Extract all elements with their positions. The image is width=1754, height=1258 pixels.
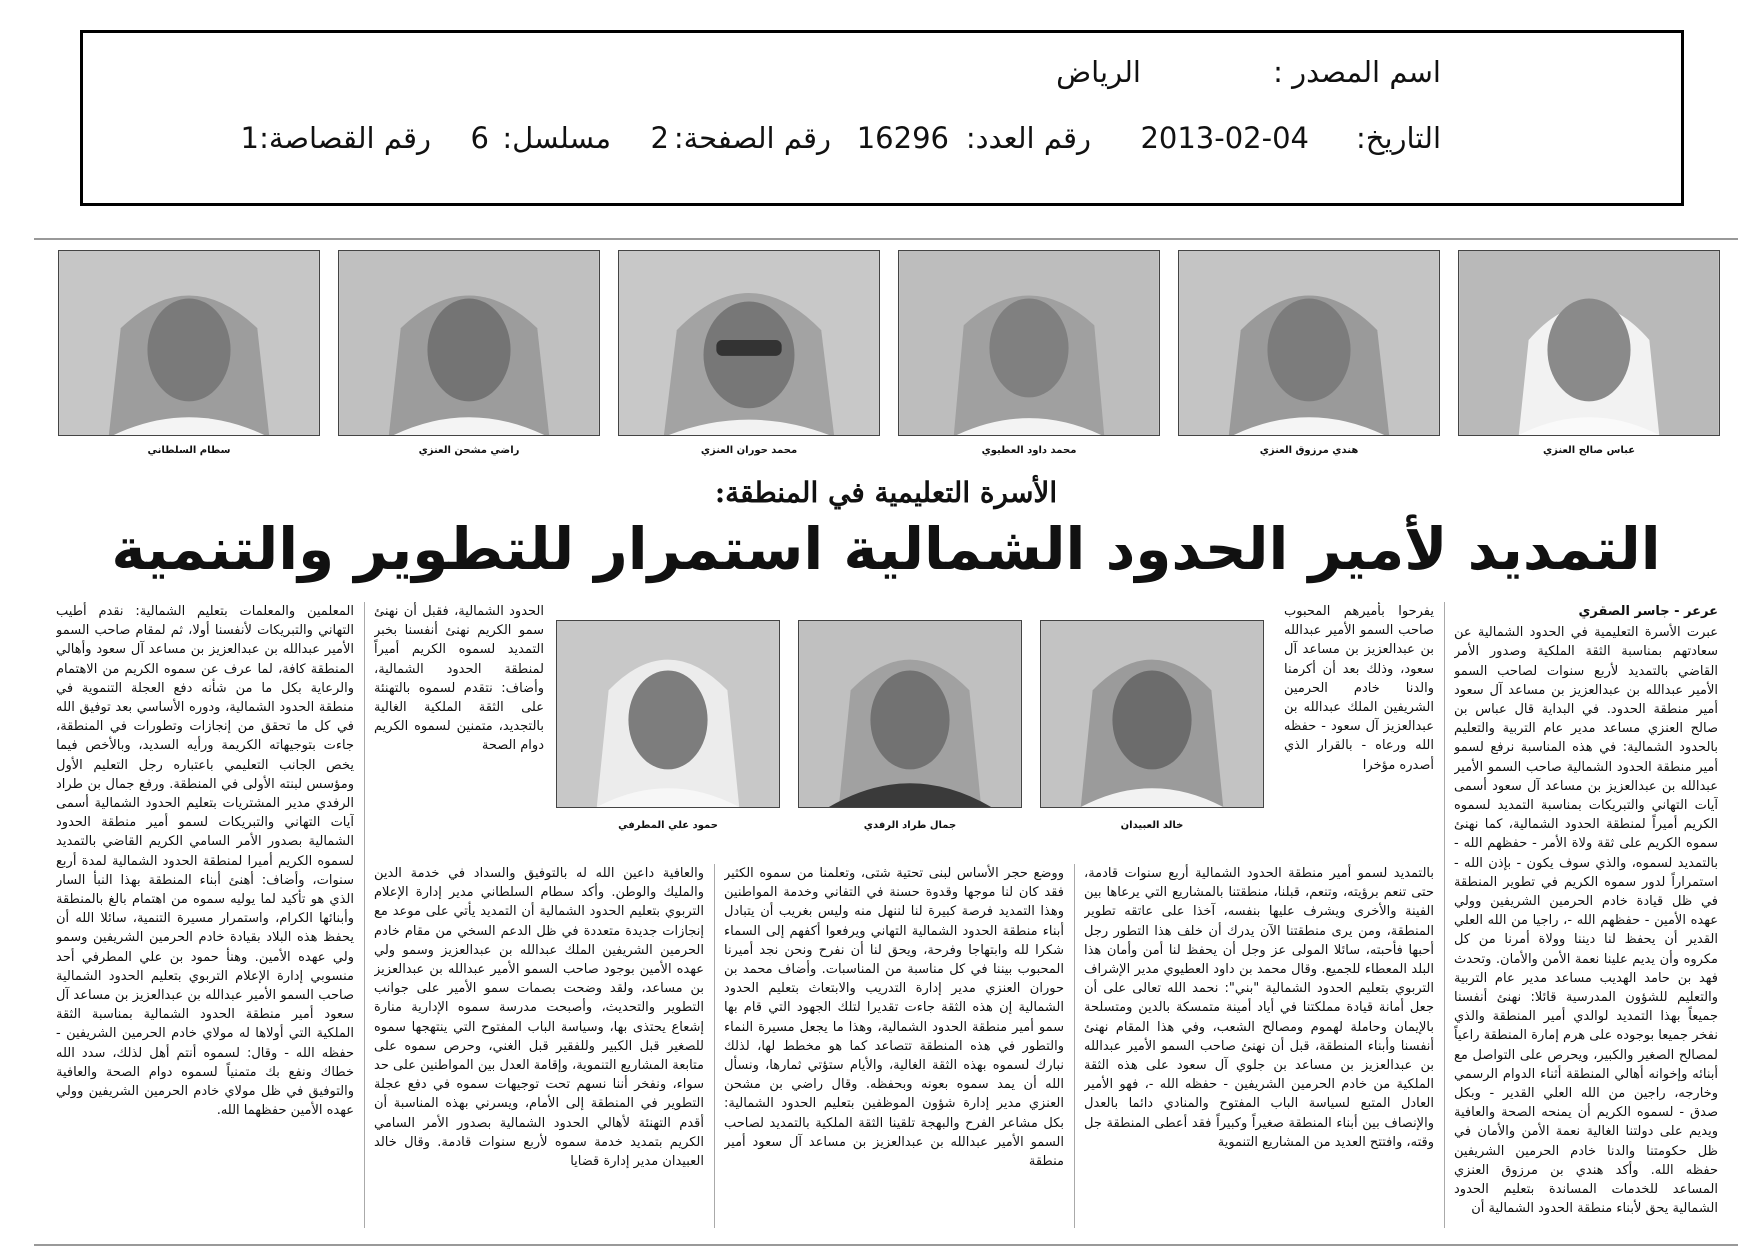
clip-label: رقم القصاصة: (259, 121, 431, 155)
portrait-photo (898, 250, 1160, 436)
article-column (374, 602, 544, 858)
portrait-image (339, 251, 599, 435)
source-metadata-box (80, 30, 1684, 206)
portrait-caption: خالد العبيدان (1120, 820, 1184, 831)
portrait-photo (1040, 620, 1264, 808)
column-divider (714, 864, 715, 1228)
portrait-image (1179, 251, 1439, 435)
portrait-caption: سطام السلطاني (147, 445, 231, 456)
column-text: يفرحوا بأميرهم المحبوب صاحب السمو الأمير عبدالله بن عبدالعزيز بن مساعد آل سعود، وذلك بعد أن أكرمنا والدنا خادم الحرمين الشريفين الملك عبدالله بن عبدالعزيز آل سعود - حفظه الله ورعاه - بالقرار الذي أصدره مؤخرا (1284, 604, 1434, 773)
column-text: والعافية داعين الله له بالتوفيق والسداد في خدمة الدين والمليك والوطن. وأكد سطام السلطاني مدير إدارة الإعلام التربوي بتعليم الحدود الشمالية أن التمديد يأتي على موعد مع إنجازات جديدة متعددة في ظل الدعم السخي من مقام خادم الحرمين الشريفين الملك عبدالله بن عبدالعزيز وسمو ولي عهده الأمين بوجود صاحب السمو الأمير عبدالله بن عبدالعزيز بن مساعد، ولقد وضحت بصمات سمو الأمير على جوانب التطوير والتحديث، وأصبحت مدرسة سموه الإدارية منارة إشعاع يحتذى بها، وسياسة الباب المفتوح التي ينتهجها سموه للصغير قبل الكبير وللفقير قبل الغني، وحرص سموه على متابعة المشاريع التنموية، وإقامة العدل بين المواطنين على حد سواء، ونفخر أننا نسهم تحت توجيهات سموه في دفع عجلة التطوير في المنطقة إلى الأمام، ويسرني بهذه المناسبة أن أقدم التهنئة لأهالي الحدود الشمالية بصدور الأمر السامي الكريم بتمديد خدمة سموه لأربع سنوات قادمة. وقال خالد العبيدان مدير إدارة قضايا (374, 866, 704, 1170)
source-value: الرياض (1056, 55, 1141, 89)
portrait-photo (338, 250, 600, 436)
column-text: الحدود الشمالية، فقبل أن نهنئ سمو الكريم نهنئ أنفسنا بخبر التمديد لسموه الكريم أميراً لمنطقة الحدود الشمالية، وأضاف: نتقدم لسموه بالتهنئة على الثقة الملكية الغالية بالتجديد، متمنين لسموه الكريم دوام الصحة (374, 604, 544, 754)
portrait-image (899, 251, 1159, 435)
portrait-image (619, 251, 879, 435)
column-text: المعلمين والمعلمات بتعليم الشمالية: نقدم أطيب التهاني والتبريكات لأنفسنا أولا، ثم لمقام صاحب السمو الأمير عبدالله بن عبدالعزيز بن مساعد آل سعود وأهالي المنطقة كافة، لما عرف عن سموه الكريم من الاهتمام والرعاية بكل ما من شأنه دفع العجلة التنموية في منطقة الحدود الشمالية، ودوره الأساسي بعد توفيق الله في كل ما تحقق من إنجازات وتطورات في المنطقة، جاءت بتوجيهاته الكريمة ورأيه السديد، وبالأخص فيما يخص الجانب التعليمي باعتباره رجل التعليم الأول ومؤسس لبنته الأولى في المنطقة. ورفع جمال بن طراد الرفدي مدير المشتريات بتعليم الحدود الشمالية أسمى آيات التهاني والتبريكات لسمو أمير منطقة الحدود الشمالية بصدور الأمر السامي الكريم القاضي بالتمديد لسموه الكريم أميرا لمنطقة الحدود الشمالية لمدة أربع سنوات، وأضاف: أهنئ أبناء المنطقة بهذا النبأ السار الذي هو تأكيد لما يوليه سموه من اهتمام بالغ بالمنطقة وأبنائها الكرام، واستمرار مسيرة التنمية، سائلا الله أن يحفظ هذه البلاد بقيادة خادم الحرمين الشريفين وسمو ولي عهده الأمين. وهنأ حمود بن علي المطرفي أحد منسوبي إدارة الإعلام التربوي بتعليم الحدود الشمالية صاحب السمو الأمير عبدالله بن عبدالعزيز بن مساعد آل سعود أمير منطقة الحدود الشمالية بمناسبة الثقة الملكية التي أولاها له مولاي خادم الحرمين الشريفين - حفظه الله - وقال: لسموه أنتم أهل لذلك، سدد الله خطاك ونفع بك متمنياً لسموه دوام الصحة والعافية والتوفيق في ظل مولاي خادم الحرمين الشريفين وولي عهده الأمين حفظهما الله. (56, 604, 354, 1119)
portrait-caption: حمود علي المطرفي (618, 820, 718, 831)
column-divider (364, 602, 365, 1228)
column-divider (1444, 602, 1445, 1228)
portrait-photo (556, 620, 780, 808)
article-column (1454, 602, 1718, 1228)
serial-value: 6 (470, 121, 489, 155)
portrait-image (1041, 621, 1263, 807)
column-text: عبرت الأسرة التعليمية في الحدود الشمالية عن سعادتهم بمناسبة الثقة الملكية وصدور الأمر القاضي بالتمديد لأربع سنوات لصاحب السمو الأمير عبدالله بن عبدالعزيز بن مساعد آل سعود أمير منطقة الحدود. في البداية قال عباس بن صالح العنزي مساعد مدير عام التربية والتعليم بالحدود الشمالية: في هذه المناسبة نرفع لسمو أمير منطقة الحدود الشمالية صاحب السمو الأمير عبدالله بن عبدالعزيز بن مساعد آل سعود أسمى آيات التهاني والتبريكات بمناسبة التمديد لسموه الكريم أميراً لمنطقة الحدود الشمالية، كما نهنئ سموه الكريم على ثقة ولاة الأمر - حفظهم الله - بالتمديد لسموه، والذي سوف يكون - بإذن الله - استمراراً لدور سموه الكريم في تطوير المنطقة في ظل قيادة خادم الحرمين الشريفين وولي عهده الأمين - حفظهم الله -، راجيا من الله العلي القدير أن يحفظ لنا ديننا وولاة أمرنا من كل مكروه وأن يديم علينا نعمة الأمن والأمان. وتحدث فهد بن حامد الهديب مساعد مدير عام التربية والتعليم للشؤون المدرسية قائلا: نهنئ أنفسنا جميعاً بهذا التمديد لوالدي أمير المنطقة والذي نفخر جميعا بوجوده على هرم إمارة المنطقة راعياً لمصالح الصغير والكبير، ويحرص على التواصل مع أبنائه وإخوانه أهالي المنطقة أثناء الدوام الرسمي وخارجه، راجين من الله العلي القدير - وبكل صدق - لسموه الكريم أن يمنحه الصحة والعافية ويديم على دولتنا الغالية نعمة الأمن والأمان في ظل حكومتنا والدنا خادم الحرمين الشريفين حفظه الله. وأكد هندي بن مرزوق العنزي المساعد للخدمات المساندة بتعليم الحدود الشمالية يحق لأبناء منطقة الحدود الشمالية أن (1454, 625, 1718, 1217)
serial-label: مسلسل: (502, 121, 611, 155)
article-column (1284, 602, 1434, 858)
portrait-image (1459, 251, 1719, 435)
article-kicker: الأسرة التعليمية في المنطقة: (714, 476, 1058, 509)
article-column (374, 864, 704, 1228)
date-label: التاريخ: (1355, 121, 1441, 155)
source-label: اسم المصدر : (1273, 55, 1441, 89)
portrait-caption: عباس صالح العنزي (1542, 445, 1636, 456)
article-column (1084, 864, 1434, 1228)
article-headline: التمديد لأمير الحدود الشمالية استمرار للتطوير والتنمية (111, 515, 1661, 583)
issue-value: 16296 (856, 121, 949, 155)
article-byline: عرعر - جاسر الصقري (1578, 604, 1718, 619)
article-column (724, 864, 1064, 1228)
issue-label: رقم العدد: (965, 121, 1091, 155)
portrait-caption: راضي مشحن العنزي (418, 445, 520, 456)
portrait-photo (798, 620, 1022, 808)
newspaper-clipping (34, 238, 1738, 1246)
page-label: رقم الصفحة: (673, 121, 831, 155)
article-column (56, 602, 354, 1228)
column-divider (1074, 864, 1075, 1228)
portrait-image (59, 251, 319, 435)
portrait-caption: محمد داود العطيوي (981, 445, 1077, 456)
portrait-photo (1178, 250, 1440, 436)
date-value: 2013-02-04 (1140, 121, 1309, 155)
portrait-caption: محمد حوران العنزي (700, 445, 798, 456)
portrait-photo (618, 250, 880, 436)
clip-value: 1 (240, 121, 259, 155)
column-text: بالتمديد لسمو أمير منطقة الحدود الشمالية أربع سنوات قادمة، حتى تنعم برؤيته، وتنعم، قبلنا، منطقتنا بالمشاريع التي يرعاها بين الفينة والأخرى ويشرف عليها بنفسه، آخذا على عاتقه تطوير المنطقة، ومن يرى منطقتنا الآن يدرك أن خلف هذا التطور رجل أحبها فأحبته، سائلا المولى عز وجل أن يحفظ لنا أمن وأمان هذا البلد المعطاء للجميع. وقال محمد بن داود العطيوي مدير الإشراف التربوي بتعليم الحدود الشمالية "بني": نحمد الله تعالى على أن جعل أمانة قيادة مملكتنا في أياد أمينة متمسكة بالدين ومتسلحة بالإيمان وحاملة لهموم ومصالح الشعب، وفي هذا المقام نهنئ أنفسنا وأبناء المنطقة، قبل أن نهنئ صاحب السمو الأمير عبدالله بن عبدالعزيز بن مساعد بن جلوي آل سعود على هذه الثقة الملكية من خادم الحرمين الشريفين - حفظه الله -، فهو الأمير العادل المتبع لسياسة الباب المفتوح والمنادي دائما بالعدل والإنصاف بين أبناء المنطقة صغيراً وكبيراً فقد أعطى المنطقة جل وقته، وافتتح العديد من المشاريع التنموية (1084, 866, 1434, 1150)
page-value: 2 (650, 121, 669, 155)
portrait-image (799, 621, 1021, 807)
portrait-image (557, 621, 779, 807)
portrait-photo (1458, 250, 1720, 436)
portrait-caption: جمال طراد الرفدي (863, 820, 957, 831)
portrait-caption: هندي مرزوق العنزي (1259, 445, 1359, 456)
portrait-photo (58, 250, 320, 436)
column-text: ووضع حجر الأساس لبنى تحتية شتى، وتعلمنا من سموه الكثير فقد كان لنا موجها وقدوة حسنة في التفاني وخدمة المواطنين وهذا التمديد فرصة كبيرة لنا لننهل منه وليس بغريب أن يتبادل أبناء منطقة الحدود الشمالية التهاني ويرفعوا أكفهم إلى السماء شكرا لله وابتهاجا وفرحة، ويحق لنا أن نفرح ونحن نجد أميرنا المحبوب بيننا في كل مناسبة من المناسبات. وأضاف محمد بن حوران العنزي مدير إدارة التدريب والابتعاث بتعليم الحدود الشمالية إن هذه الثقة جاءت تقديرا لتلك الجهود التي قام بها سمو أمير منطقة الحدود الشمالية، وهذا ما يجعل مسيرة النماء والتطور في هذه المنطقة تتصاعد كما هو مخطط لها، لذلك نبارك لسموه بهذه الثقة الغالية، والأيام ستؤتي ثمارها، ونسأل الله أن يمد سموه بعونه وبحفظه. وقال راضي بن مشحن العنزي مدير إدارة شؤون الموظفين بتعليم الحدود الشمالية: بكل مشاعر الفرح والبهجة تلقينا الثقة الملكية بالتمديد لصاحب السمو الأمير عبدالله بن عبدالعزيز بن مساعد آل سعود أمير منطقة (724, 866, 1064, 1170)
